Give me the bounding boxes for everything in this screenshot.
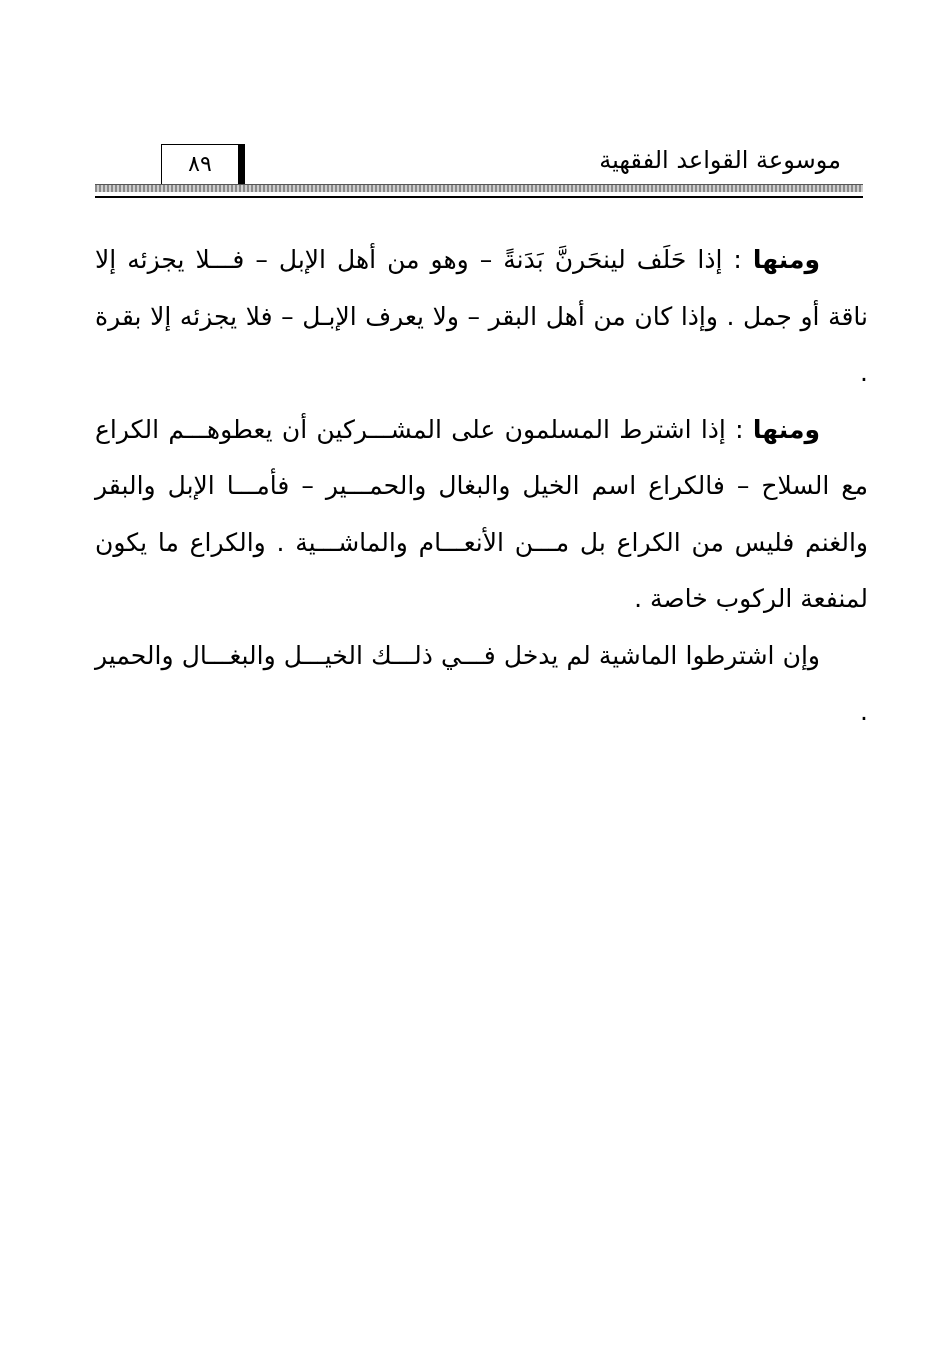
paragraph-text: : إذا حَلَف لينحَرنَّ بَدَنةً – وهو من أهل الإبل – فـــلا يجزئه إلا ناقة أو جمل . وإذا كان من أهل البقر – ولا يعرف الإبـل – فلا يجزئه إلا بقرة . xyxy=(95,245,868,387)
paragraph-lead: ومنها xyxy=(752,245,820,274)
paragraph-text: : إذا اشترط المسلمون على المشـــركين أن يعطوهـــم الكراع مع السلاح – فالكراع اسم الخيل والبغال والحمـــير – فأمـــا الإبل والبقر والغنم فليس من الكراع بل مـــن الأنعـــام والماشـــية . والكراع ما يكون لمنفعة الركوب خاصة . xyxy=(95,414,868,613)
paragraph-2 xyxy=(95,402,868,628)
header-rule-thin xyxy=(95,196,863,198)
page-number: ٨٩ xyxy=(161,144,245,188)
body-text xyxy=(95,232,868,741)
running-title: موسوعة القواعد الفقهية xyxy=(599,146,841,174)
paragraph-3 xyxy=(95,628,868,741)
paragraph-lead: ومنها xyxy=(752,414,820,444)
header-rule xyxy=(95,184,863,192)
page-header xyxy=(95,140,863,202)
paragraph-1 xyxy=(95,232,868,402)
paragraph-text: وإن اشترطوا الماشية لم يدخل فـــي ذلـــك الخيـــل والبغـــال والحمير . xyxy=(95,640,868,726)
